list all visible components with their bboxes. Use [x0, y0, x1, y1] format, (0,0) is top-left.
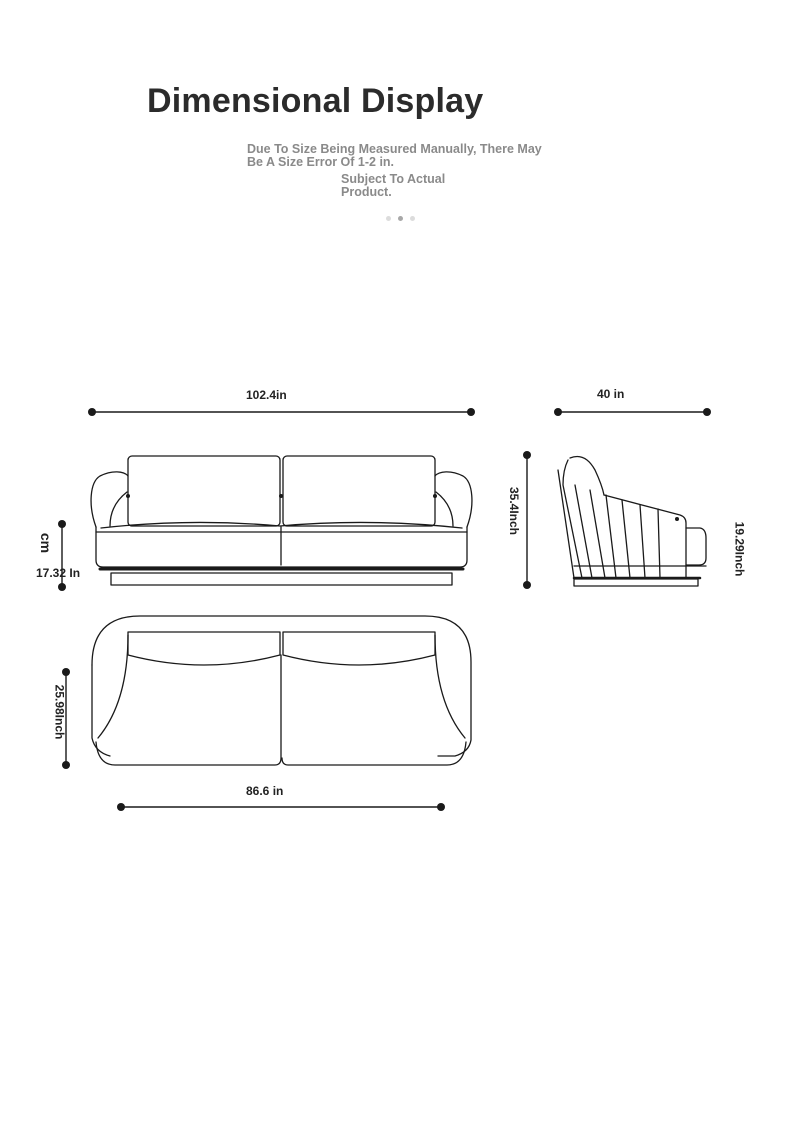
front-width-label: 102.4in	[246, 388, 287, 402]
top-view	[92, 616, 471, 807]
size-disclaimer: Due To Size Being Measured Manually, There May Be A Size Error Of 1-2 in.	[247, 142, 542, 169]
side-view	[527, 412, 707, 586]
size-disclaimer-subnote: Subject To Actual Product.	[341, 172, 446, 199]
arm-height-label: 17.32 In	[36, 566, 81, 580]
side-depth-label: 40 in	[597, 387, 625, 401]
inner-width-label: 86.6 in	[246, 784, 284, 798]
seat-height-label: 19.29Inch	[732, 521, 747, 577]
arm-unit-label: cm	[38, 532, 55, 554]
height-label: 35.4Inch	[507, 486, 522, 536]
page-title: Dimensional Display	[147, 82, 484, 120]
top-depth-label: 25.98Inch	[52, 684, 67, 740]
right-arm	[435, 472, 472, 527]
front-view	[91, 412, 472, 585]
left-arm	[91, 472, 128, 527]
